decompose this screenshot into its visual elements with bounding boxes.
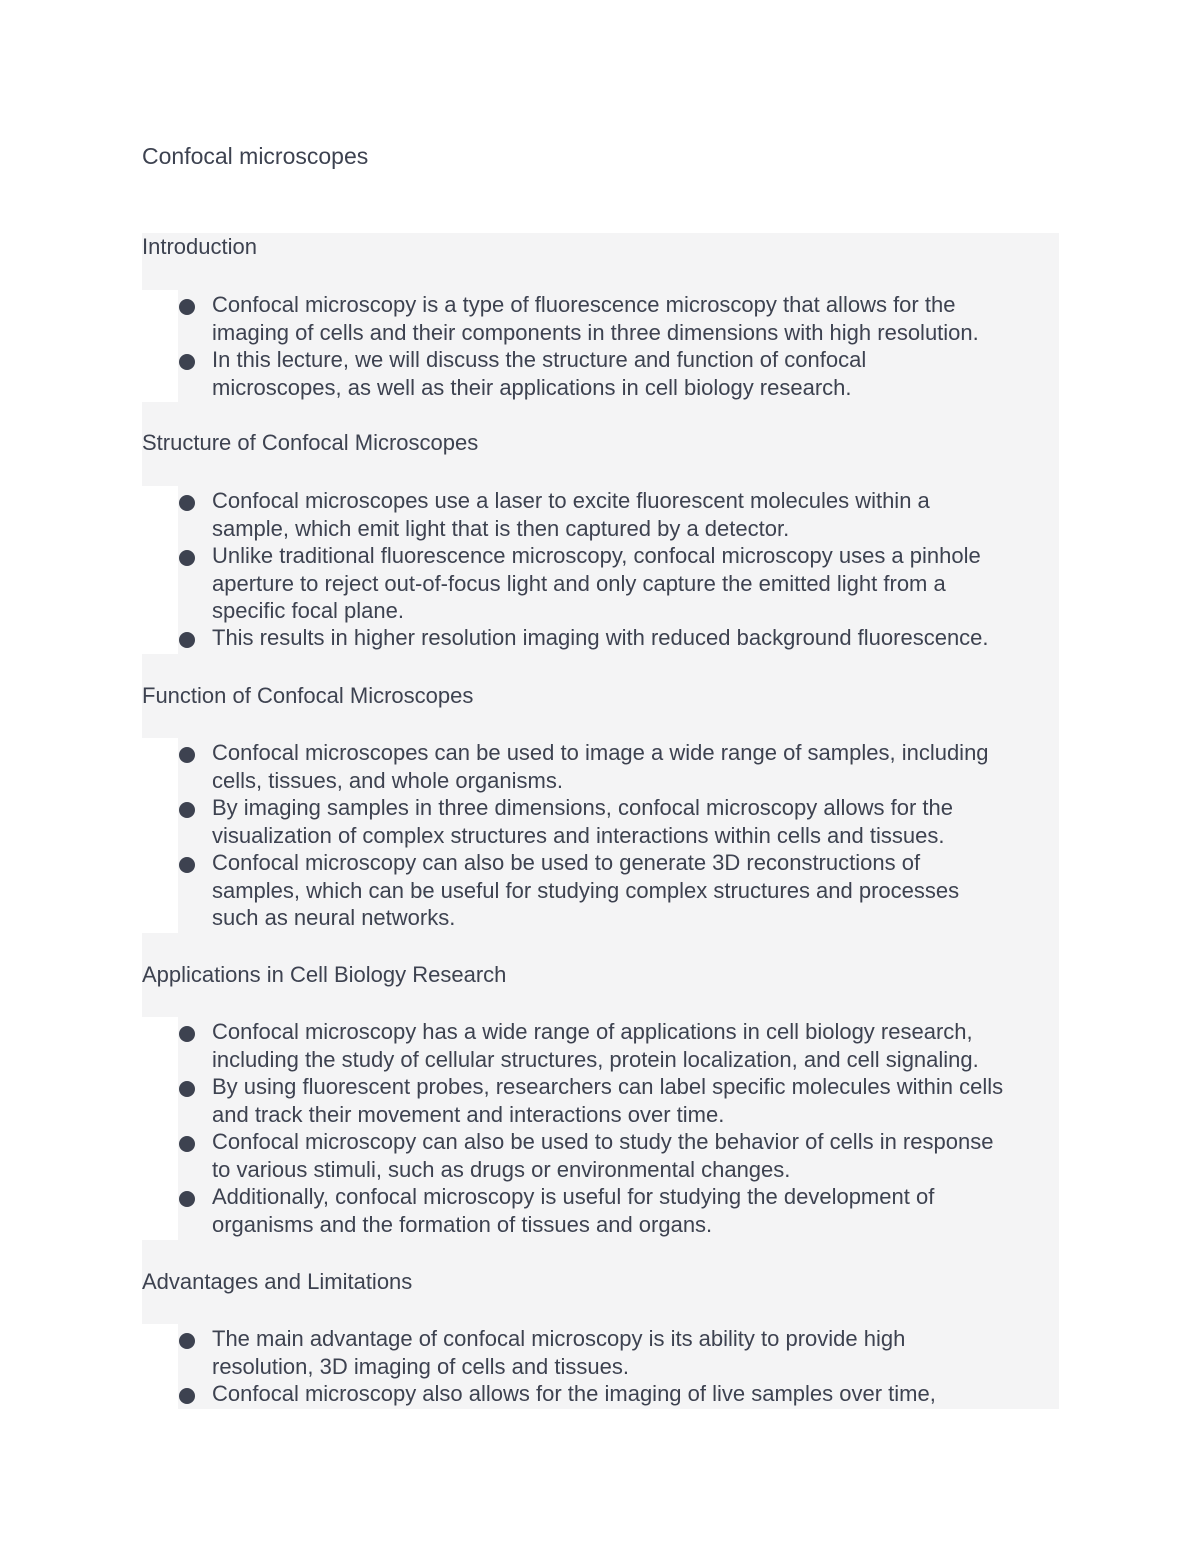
bullet-dot-icon [179, 1388, 195, 1404]
list-item: Unlike traditional fluorescence microscopy, confocal microscopy uses a pinhole aperture to reject out-of-focus light and only capture the emitted light from a specific focal plane. [212, 543, 981, 623]
bullet-dot-icon [179, 857, 195, 873]
section-heading-applications: Applications in Cell Biology Research [142, 962, 507, 987]
section-heading-structure: Structure of Confocal Microscopes [142, 430, 479, 455]
list-item: This results in higher resolution imaging with reduced background fluorescence. [212, 625, 989, 650]
bullet-dot-icon [179, 1136, 195, 1152]
list-item: Confocal microscopy can also be used to generate 3D reconstructions of samples, which can be useful for studying complex structures and processes such as neural networks. [212, 850, 960, 930]
list-item: The main advantage of confocal microscopy is its ability to provide high resolution, 3D imaging of cells and tissues. [212, 1326, 906, 1379]
list-item: Confocal microscopy also allows for the imaging of live samples over time, [212, 1381, 936, 1406]
list-item: Confocal microscopy can also be used to study the behavior of cells in response to various stimuli, such as drugs or environmental changes. [212, 1129, 994, 1182]
bullet-dot-icon [179, 550, 195, 566]
section-heading-introduction: Introduction [142, 234, 257, 259]
list-item: By imaging samples in three dimensions, confocal microscopy allows for the visualization of complex structures and interactions within cells and tissues. [212, 795, 953, 848]
bullet-dot-icon [179, 1026, 195, 1042]
list-item: Confocal microscopy has a wide range of applications in cell biology research, including the study of cellular structures, protein localization, and cell signaling. [212, 1019, 979, 1072]
section-heading-function: Function of Confocal Microscopes [142, 683, 474, 708]
list-item: Confocal microscopes can be used to image a wide range of samples, including cells, tissues, and whole organisms. [212, 740, 989, 793]
list-item: Additionally, confocal microscopy is useful for studying the development of organisms and the formation of tissues and organs. [212, 1184, 935, 1237]
bullet-dot-icon [179, 802, 195, 818]
bullet-dot-icon [179, 1081, 195, 1097]
list-item: Confocal microscopy is a type of fluorescence microscopy that allows for the imaging of cells and their components in three dimensions with high resolution. [212, 292, 979, 345]
bullet-dot-icon [179, 1191, 195, 1207]
bullet-dot-icon [179, 354, 195, 370]
bullet-dot-icon [179, 747, 195, 763]
bullet-dot-icon [179, 632, 195, 648]
section-heading-advantages: Advantages and Limitations [142, 1269, 413, 1294]
list-item: Confocal microscopes use a laser to excite fluorescent molecules within a sample, which emit light that is then captured by a detector. [212, 488, 930, 541]
list-item: By using fluorescent probes, researchers can label specific molecules within cells and track their movement and interactions over time. [212, 1074, 1004, 1127]
list-item: In this lecture, we will discuss the structure and function of confocal microscopes, as well as their applications in cell biology research. [212, 347, 867, 400]
bullet-dot-icon [179, 495, 195, 511]
shade-intro-heading [142, 233, 1059, 290]
bullet-dot-icon [179, 1333, 195, 1349]
bullet-dot-icon [179, 299, 195, 315]
page-title: Confocal microscopes [142, 143, 369, 169]
